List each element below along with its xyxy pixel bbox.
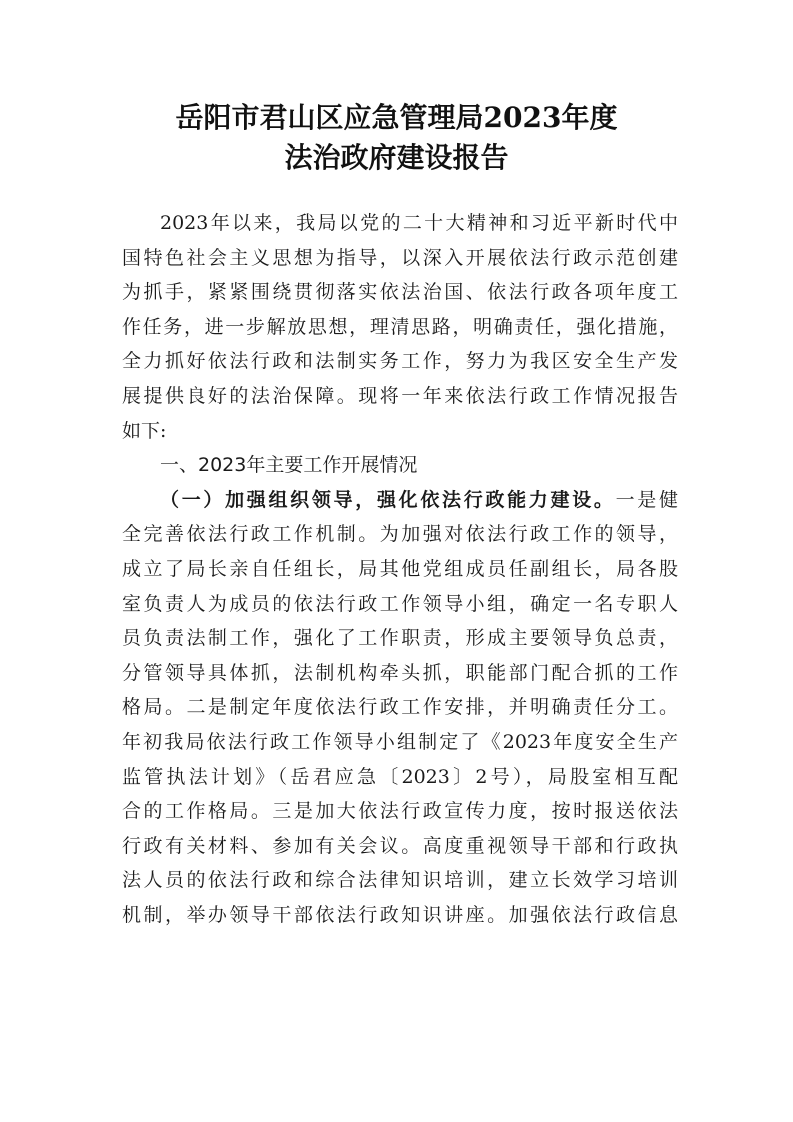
document-body: [122, 206, 678, 932]
subsection-heading: （一）加强组织领导，强化依法行政能力建设。: [160, 488, 616, 511]
subsection-line: 合的工作格局。三是加大依法行政宣传力度，按时报送依法: [122, 800, 678, 823]
section-heading: 一、2023年主要工作开展情况: [160, 454, 418, 477]
subsection-line: 机制，举办领导干部依法行政知识讲座。加强依法行政信息: [122, 903, 678, 926]
subsection-line: 行政有关材料、参加有关会议。高度重视领导干部和行政执: [122, 834, 678, 857]
subsection-first-line: [122, 483, 678, 518]
intro-line: 为抓手，紧紧围绕贯彻落实依法治国、依法行政各项年度工: [122, 281, 678, 304]
subsection-line: 分管领导具体抓，法制机构牵头抓，职能部门配合抓的工作: [122, 661, 678, 684]
intro-line: 全力抓好依法行政和法制实务工作，努力为我区安全生产发: [122, 350, 678, 373]
subsection-line: 格局。二是制定年度依法行政工作安排，并明确责任分工。: [122, 696, 678, 719]
document-title-line-1: 岳阳市君山区应急管理局2023年度: [175, 101, 618, 134]
intro-line: 如下:: [122, 419, 167, 442]
intro-line: 国特色社会主义思想为指导，以深入开展依法行政示范创建: [122, 246, 678, 269]
subsection-line: 成立了局长亲自任组长，局其他党组成员任副组长，局各股: [122, 557, 678, 580]
subsection-line: 员负责法制工作，强化了工作职责，形成主要领导负总责，: [122, 627, 678, 650]
intro-line: 作任务，进一步解放思想，理清思路，明确责任，强化措施，: [122, 315, 678, 338]
intro-line: 2023年以来，我局以党的二十大精神和习近平新时代中: [160, 212, 678, 234]
subsection-line: 年初我局依法行政工作领导小组制定了《2023年度安全生产: [122, 730, 678, 753]
subsection-line: 监管执法计划》（岳君应急〔2023〕2号），局股室相互配: [122, 765, 678, 788]
subsection-line: 法人员的依法行政和综合法律知识培训，建立长效学习培训: [122, 869, 678, 892]
document-title-line-2: 法治政府建设报告: [284, 141, 509, 174]
subsection-line: 全完善依法行政工作机制。为加强对依法行政工作的领导，: [122, 523, 678, 546]
subsection-line: 室负责人为成员的依法行政工作领导小组，确定一名专职人: [122, 592, 678, 615]
intro-line: 展提供良好的法治保障。现将一年来依法行政工作情况报告: [122, 384, 678, 407]
subsection-first-line-tail: 一是健: [615, 488, 678, 511]
